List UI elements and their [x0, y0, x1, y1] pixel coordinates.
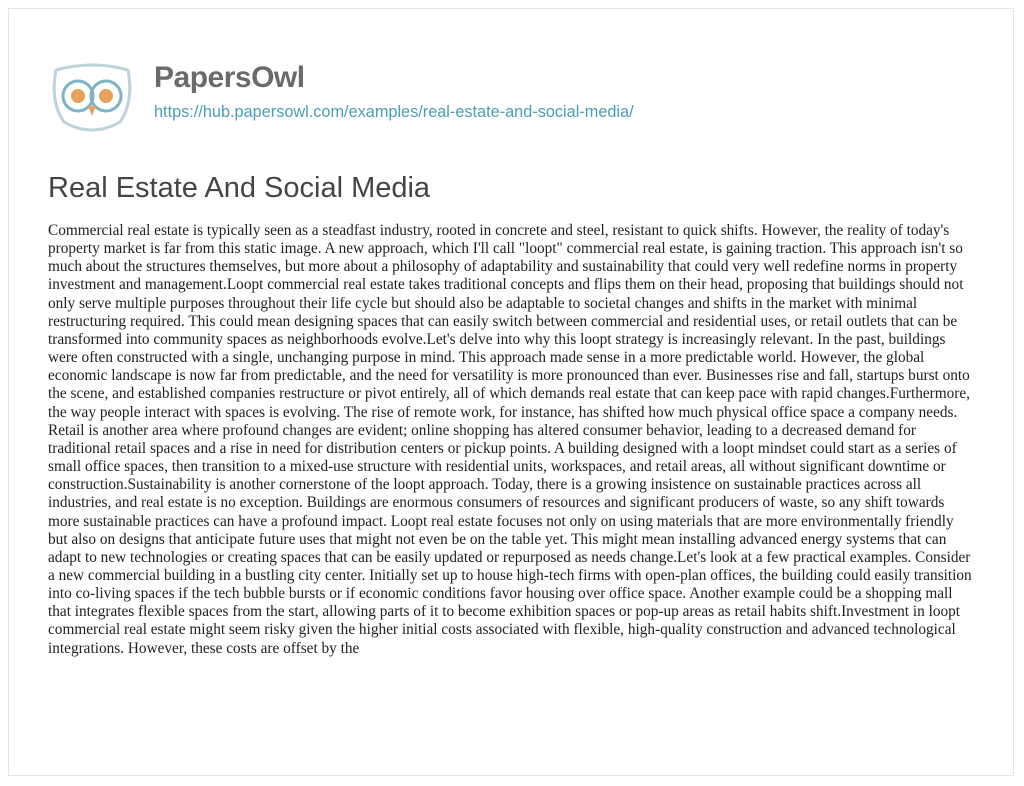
article-title: Real Estate And Social Media — [48, 172, 431, 204]
owl-logo-icon[interactable] — [48, 62, 136, 134]
site-header — [48, 62, 634, 142]
brand-name[interactable]: PapersOwl — [154, 61, 305, 94]
source-url-link[interactable]: https://hub.papersowl.com/examples/real-estate-and-social-media/ — [154, 103, 634, 121]
brand-block — [154, 60, 634, 122]
article-body: Commercial real estate is typically seen as a steadfast industry, rooted in concrete and steel, resistant to quick shifts. However, the reality of today's property market is far from this static image. A new approach, which I'll call "loopt" commercial real estate, is gaining traction. This approach isn't so much about the structures themselves, but more about a philosophy of adaptability and sustainability that could very well redefine norms in property investment and management.Loopt commercial real estate takes traditional concepts and flips them on their head, proposing that buildings should not only serve multiple purposes throughout their life cycle but should also be adaptable to societal changes and shifts in the market with minimal restructuring required. This could mean designing spaces that can easily switch between commercial and residential uses, or retail outlets that can be transformed into community spaces as neighborhoods evolve.Let's delve into why this loopt strategy is increasingly relevant. In the past, buildings were often constructed with a single, unchanging purpose in mind. This approach made sense in a more predictable world. However, the global economic landscape is now far from predictable, and the need for versatility is more pronounced than ever. Businesses rise and fall, startups burst onto the scene, and established companies restructure or pivot entirely, all of which demands real estate that can keep pace with rapid changes.Furthermore, the way people interact with spaces is evolving. The rise of remote work, for instance, has shifted how much physical office space a company needs. Retail is another area where profound changes are evident; online shopping has altered consumer behavior, leading to a decreased demand for traditional retail spaces and a rise in need for distribution centers or pickup points. A building designed with a loopt mindset could start as a series of small office spaces, then transition to a mixed-use structure with residential units, workspaces, and retail areas, all without significant downtime or construction.Sustainability is another cornerstone of the loopt approach. Today, there is a growing insistence on sustainable practices across all industries, and real estate is no exception. Buildings are enormous consumers of resources and significant producers of waste, so any shift towards more sustainable practices can have a profound impact. Loopt real estate focuses not only on using materials that are more environmentally friendly but also on designs that anticipate future uses that might not even be on the table yet. This might mean installing advanced energy systems that can adapt to new technologies or creating spaces that can be easily updated or repurposed as needs change.Let's look at a few practical examples. Consider a new commercial building in a bustling city center. Initially set up to house high-tech firms with open-plan offices, the building could easily transition into co-living spaces if the tech bubble bursts or if economic conditions favor housing over office space. Another example could be a shopping mall that integrates flexible spaces from the start, allowing parts of it to become exhibition spaces or pop-up areas as retail habits shift.Investment in loopt commercial real estate might seem risky given the higher initial costs associated with flexible, high-quality construction and advanced technological integrations. However, these costs are offset by the — [48, 222, 972, 657]
